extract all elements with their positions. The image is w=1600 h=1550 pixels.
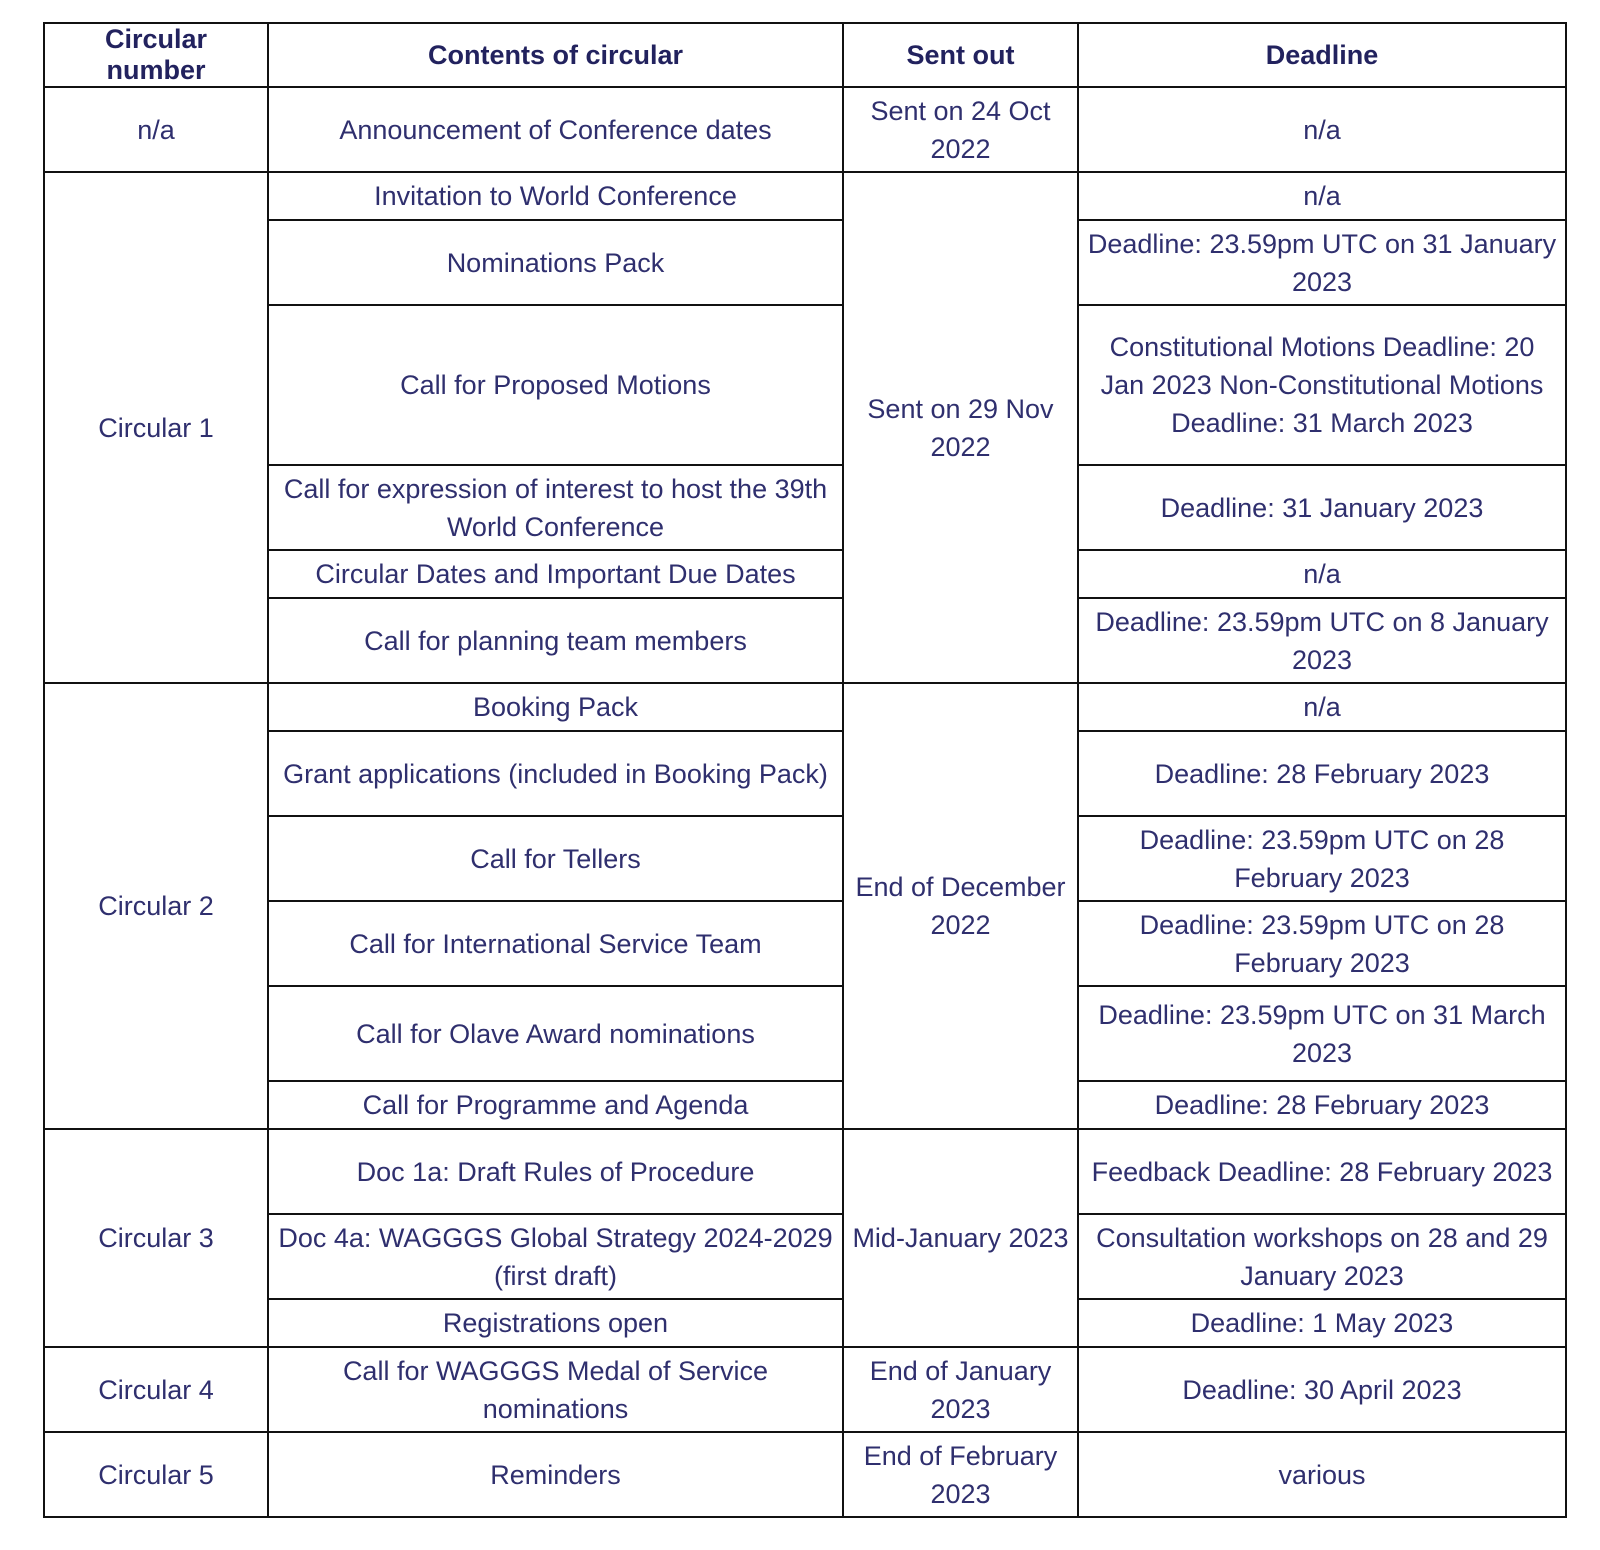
circular-number-cell: Circular 3: [44, 1129, 268, 1347]
header-row: [44, 23, 1566, 87]
deadline-cell: Deadline: 31 January 2023: [1078, 465, 1566, 550]
deadline-cell: n/a: [1078, 683, 1566, 731]
contents-cell: Call for Programme and Agenda: [268, 1081, 843, 1129]
circular-number-cell: Circular 2: [44, 683, 268, 1129]
deadline-cell: Feedback Deadline: 28 February 2023: [1078, 1129, 1566, 1214]
deadline-cell: Deadline: 23.59pm UTC on 31 January 2023: [1078, 220, 1566, 305]
table-row: [44, 598, 1566, 683]
deadline-cell: Deadline: 28 February 2023: [1078, 731, 1566, 816]
table-row: [44, 1299, 1566, 1347]
contents-cell: Invitation to World Conference: [268, 172, 843, 220]
sent-out-cell: Mid-January 2023: [843, 1129, 1078, 1347]
table-row: [44, 305, 1566, 465]
contents-cell: Booking Pack: [268, 683, 843, 731]
sent-out-cell: Sent on 24 Oct 2022: [843, 87, 1078, 172]
table-row: [44, 731, 1566, 816]
deadline-cell: Deadline: 28 February 2023: [1078, 1081, 1566, 1129]
table-row: [44, 986, 1566, 1081]
table-row: [44, 1347, 1566, 1432]
table-row: [44, 220, 1566, 305]
sent-out-cell: End of February 2023: [843, 1432, 1078, 1517]
contents-cell: Call for Tellers: [268, 816, 843, 901]
contents-cell: Call for Proposed Motions: [268, 305, 843, 465]
table-row: [44, 465, 1566, 550]
contents-cell: Nominations Pack: [268, 220, 843, 305]
deadline-cell: Deadline: 23.59pm UTC on 28 February 2023: [1078, 816, 1566, 901]
contents-cell: Grant applications (included in Booking Pack): [268, 731, 843, 816]
sent-out-cell: End of December 2022: [843, 683, 1078, 1129]
contents-cell: Call for WAGGGS Medal of Service nominations: [268, 1347, 843, 1432]
deadline-cell: n/a: [1078, 172, 1566, 220]
table-row: [44, 87, 1566, 172]
contents-cell: Call for planning team members: [268, 598, 843, 683]
deadline-cell: n/a: [1078, 550, 1566, 598]
contents-cell: Reminders: [268, 1432, 843, 1517]
table-row: [44, 816, 1566, 901]
contents-cell: Call for International Service Team: [268, 901, 843, 986]
deadline-cell: Consultation workshops on 28 and 29 January 2023: [1078, 1214, 1566, 1299]
header-deadline: Deadline: [1078, 23, 1566, 87]
deadline-cell: Deadline: 23.59pm UTC on 28 February 2023: [1078, 901, 1566, 986]
deadline-cell: Deadline: 23.59pm UTC on 8 January 2023: [1078, 598, 1566, 683]
table-row: [44, 550, 1566, 598]
contents-cell: Call for expression of interest to host the 39th World Conference: [268, 465, 843, 550]
circulars-table: [43, 22, 1567, 1518]
table-row: [44, 172, 1566, 220]
table-row: [44, 1129, 1566, 1214]
deadline-cell: various: [1078, 1432, 1566, 1517]
deadline-cell: n/a: [1078, 87, 1566, 172]
circular-number-cell: Circular 5: [44, 1432, 268, 1517]
sent-out-cell: Sent on 29 Nov 2022: [843, 172, 1078, 683]
table-row: [44, 901, 1566, 986]
table-row: [44, 683, 1566, 731]
contents-cell: Doc 1a: Draft Rules of Procedure: [268, 1129, 843, 1214]
deadline-cell: Deadline: 23.59pm UTC on 31 March 2023: [1078, 986, 1566, 1081]
table-row: [44, 1432, 1566, 1517]
header-circular-number: Circular number: [44, 23, 268, 87]
header-sent-out: Sent out: [843, 23, 1078, 87]
circular-number-cell: Circular 4: [44, 1347, 268, 1432]
sent-out-cell: End of January 2023: [843, 1347, 1078, 1432]
contents-cell: Registrations open: [268, 1299, 843, 1347]
circular-number-cell: n/a: [44, 87, 268, 172]
contents-cell: Circular Dates and Important Due Dates: [268, 550, 843, 598]
table-row: [44, 1081, 1566, 1129]
contents-cell: Announcement of Conference dates: [268, 87, 843, 172]
deadline-cell: Constitutional Motions Deadline: 20 Jan 2023 Non-Constitutional Motions Deadline: 31 March 2023: [1078, 305, 1566, 465]
table-row: [44, 1214, 1566, 1299]
contents-cell: Call for Olave Award nominations: [268, 986, 843, 1081]
contents-cell: Doc 4a: WAGGGS Global Strategy 2024-2029 (first draft): [268, 1214, 843, 1299]
header-contents: Contents of circular: [268, 23, 843, 87]
deadline-cell: Deadline: 30 April 2023: [1078, 1347, 1566, 1432]
circular-number-cell: Circular 1: [44, 172, 268, 683]
deadline-cell: Deadline: 1 May 2023: [1078, 1299, 1566, 1347]
